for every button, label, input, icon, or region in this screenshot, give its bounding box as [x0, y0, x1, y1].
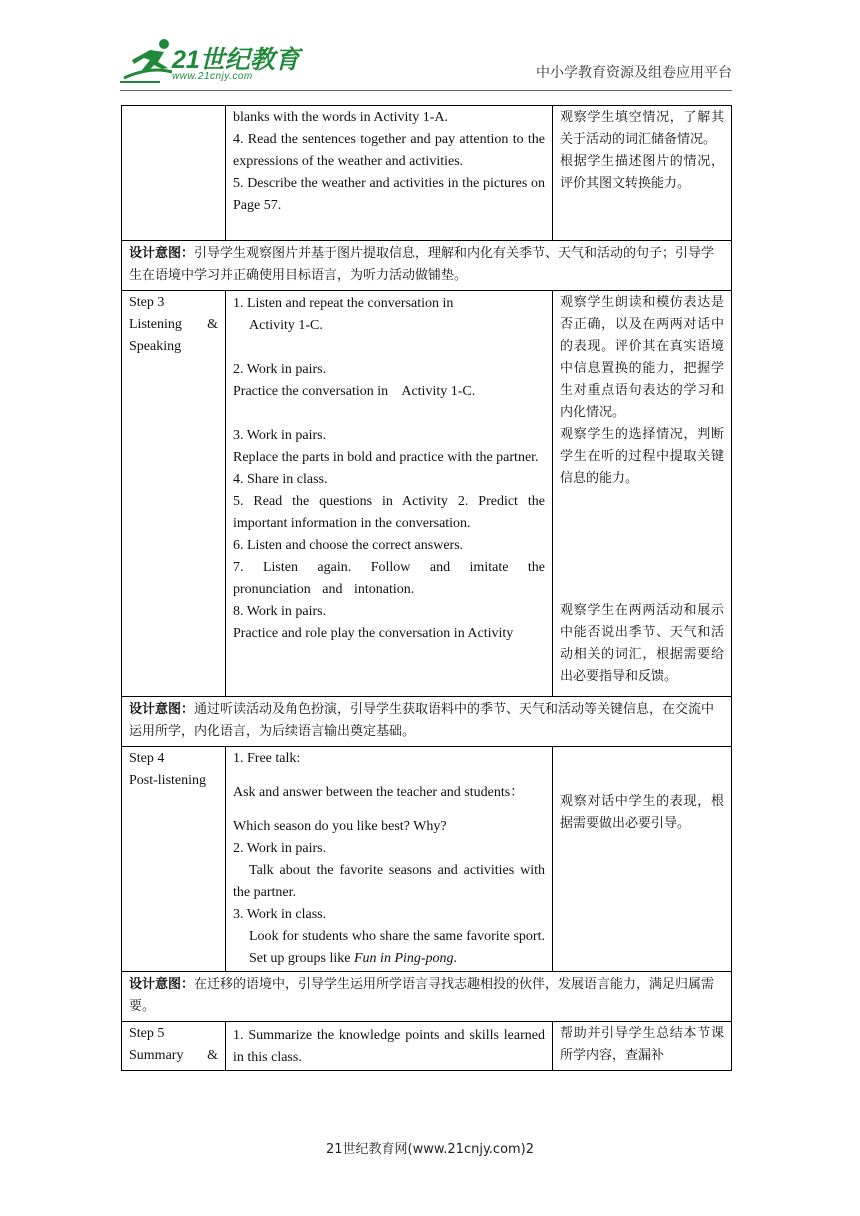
- evaluation-text: 观察学生填空情况，了解其关于活动的词汇储备情况。: [560, 110, 724, 147]
- page-footer: 21世纪教育网(www.21cnjy.com)2: [325, 1142, 535, 1157]
- group-name: Fun in Ping-pong: [354, 951, 454, 966]
- evaluation-text: 帮助并引导学生总结本节课所学内容，查漏补: [560, 1026, 724, 1063]
- activity-line: Activity 1-C.: [249, 318, 323, 333]
- design-intent-label: 设计意图：: [129, 246, 195, 261]
- activity-line: 7. Listen again. Follow and imitate the pronunciation and intonation.: [233, 560, 545, 597]
- activity-line: Practice and role play the conversation in Activity: [233, 626, 514, 641]
- step-title: Listening &: [129, 317, 218, 332]
- step-name: Step 4: [129, 751, 165, 766]
- table-row: [122, 697, 732, 747]
- step-title: Post-listening: [129, 773, 207, 788]
- design-intent-text: 引导学生观察图片并基于图片提取信息，理解和内化有关季节、天气和活动的句子；引导学生在语境中学习并正确使用目标语言，为听力活动做铺垫。: [129, 246, 715, 283]
- activity-line: Look for students who share the same favorite sport. Set up groups like Fun in Ping-pong.: [249, 929, 545, 966]
- activity-line: Which season do you like best? Why?: [233, 819, 447, 834]
- activity-line: 2. Work in pairs.: [233, 841, 327, 856]
- step-title-cont: Speaking: [129, 339, 182, 354]
- table-row: [122, 747, 732, 972]
- activity-line: 4. Share in class.: [233, 472, 328, 487]
- activity-line: 6. Listen and choose the correct answers.: [233, 538, 464, 553]
- table-row: [122, 972, 732, 1022]
- activity-line: Ask and answer between the teacher and students：: [233, 785, 525, 800]
- evaluation-text: 观察对话中学生的表现，根据需要做出必要引导。: [560, 794, 724, 831]
- page-header: [0, 0, 860, 100]
- step-name: Step 5: [129, 1026, 165, 1041]
- table-row: [122, 291, 732, 697]
- activity-line: 4. Read the sentences together and pay attention to the expressions of the weather and activities.: [233, 132, 545, 169]
- evaluation-cell: [553, 106, 732, 241]
- evaluation-text: 根据学生描述图片的情况，评价其图文转换能力。: [560, 154, 724, 191]
- evaluation-cell: [553, 1022, 732, 1071]
- evaluation-cell: [553, 747, 732, 972]
- design-intent-text: 通过听读活动及角色扮演，引导学生获取语料中的季节、天气和活动等关键信息，在交流中运用所学，内化语言，为后续语言输出奠定基础。: [129, 702, 715, 739]
- evaluation-text: 观察学生的选择情况，判断学生在听的过程中提取关键信息的能力。: [560, 427, 724, 486]
- design-intent-text: 在迁移的语境中，引导学生运用所学语言寻找志趣相投的伙伴，发展语言能力，满足归属需要。: [129, 977, 715, 1014]
- header-divider: [120, 90, 732, 91]
- table-row: [122, 106, 732, 241]
- activity-cell: [226, 747, 553, 972]
- design-intent-cell: [122, 697, 732, 747]
- activity-line: 1. Summarize the knowledge points and skills learned in this class.: [233, 1028, 545, 1065]
- activity-line: Practice the conversation in Activity 1-C.: [233, 384, 476, 399]
- activity-line: 3. Work in class.: [233, 907, 327, 922]
- logo-url: www.21cnjy.com: [172, 71, 253, 82]
- activity-line: 3. Work in pairs.: [233, 428, 327, 443]
- activity-cell: [226, 106, 553, 241]
- table-row: [122, 241, 732, 291]
- step-cell: [122, 747, 226, 972]
- design-intent-label: 设计意图：: [129, 702, 195, 717]
- table-row: [122, 1022, 732, 1071]
- activity-line: 8. Work in pairs.: [233, 604, 327, 619]
- activity-cell: [226, 1022, 553, 1071]
- activity-line: Talk about the favorite seasons and activities with the partner.: [233, 863, 545, 900]
- step-title: Summary &: [129, 1048, 218, 1063]
- step-cell: [122, 291, 226, 697]
- design-intent-label: 设计意图：: [129, 977, 195, 992]
- lesson-plan-table: [121, 105, 732, 1071]
- evaluation-cell: [553, 291, 732, 697]
- step-cell: [122, 106, 226, 241]
- evaluation-text: 观察学生在两两活动和展示中能否说出季节、天气和活动相关的词汇，根据需要给出必要指导和反馈。: [560, 603, 724, 684]
- activity-line: 5. Read the questions in Activity 2. Predict the important information in the conversation.: [233, 494, 545, 531]
- activity-line: Replace the parts in bold and practice with the partner.: [233, 450, 539, 465]
- activity-line: 5. Describe the weather and activities in the pictures on Page 57.: [233, 176, 545, 213]
- logo-text: 21世纪教育: [172, 46, 300, 74]
- activity-line: blanks with the words in Activity 1-A.: [233, 110, 449, 125]
- design-intent-cell: [122, 972, 732, 1022]
- evaluation-text: 观察学生朗读和模仿表达是否正确，以及在两两对话中的表现。评价其在真实语境中信息置换的能力，把握学生对重点语句表达的学习和内化情况。: [560, 295, 724, 420]
- activity-cell: [226, 291, 553, 697]
- activity-line: 1. Free talk:: [233, 751, 301, 766]
- activity-line: 1. Listen and repeat the conversation in: [233, 296, 454, 311]
- activity-line: 2. Work in pairs.: [233, 362, 327, 377]
- design-intent-cell: [122, 241, 732, 291]
- step-name: Step 3: [129, 295, 165, 310]
- header-tagline: 中小学教育资源及组卷应用平台: [536, 65, 732, 81]
- step-cell: [122, 1022, 226, 1071]
